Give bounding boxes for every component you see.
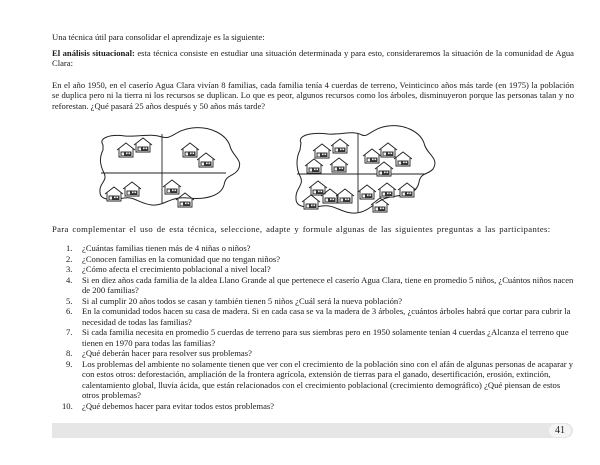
question-item [52,264,574,275]
map-1950 [100,128,240,207]
question-text: Los problemas del ambiente no solamente tienen que ver con el crecimiento de la población sino con el afán de algunas personas de acaparar y con estos otros: deforestación, ampliación de la frontera agrícola, extensión de tierras para el ganado, desertificación, erosión, extinción, calentamiento global, lluvia ácida, que están relacionados con el crecimiento poblacional (crecimiento demográfico) ¿Qué piensan de estos otros problemas? [82,358,574,400]
question-item [52,401,574,412]
question-text: ¿Qué deberán hacer para resolver sus problemas? [82,348,252,358]
situational-analysis-label: El análisis situacional: [52,48,135,58]
question-list [52,243,574,411]
question-item [52,327,574,348]
question-number: 5. [66,295,73,306]
question-item [52,359,574,401]
question-text: ¿Conocen familias en la comunidad que no tengan niños? [82,253,281,264]
question-item [52,254,574,265]
question-text: ¿Qué debemos hacer para evitar todos estos problemas? [82,400,275,411]
footer-bar [52,423,573,438]
question-number: 9. [66,358,73,369]
question-number: 1. [66,243,73,253]
complement-instructions: Para complementar el uso de esta técnica, seleccione, adapte y formule algunas de las siguientes preguntas a las participantes: [52,224,551,234]
situational-analysis-text: esta técnica consiste en estudiar una situación determinada y para esto, consideraremos la situación de la comunidad de Agua Clara: [52,48,575,69]
question-item [52,275,574,296]
village-maps-illustration [0,0,600,230]
question-text: En la comunidad todos hacen su casa de madera. Si en cada casa se va la madera de 3 árboles, ¿cuántos árboles habrá que cortar para cubrir la necesidad de todas las familias? [82,306,571,327]
question-number: 7. [66,327,73,337]
question-item [52,348,574,359]
question-number: 6. [66,306,73,316]
question-number: 10. [62,400,73,411]
question-text: Si en diez años cada familia de la aldea Llano Grande al que pertenece el caserío Agua Clara, tiene en promedio 5 niños, ¿Cuántos niños nacen de 200 familias? [82,274,574,295]
question-text: ¿Cuántas familias tienen más de 4 niñas o niños? [82,243,251,253]
map-1975 [296,126,435,213]
question-item [52,296,574,307]
question-item [52,306,574,327]
question-number: 3. [66,264,73,274]
question-number: 4. [66,274,73,285]
question-number: 8. [66,348,73,358]
question-text: Si al cumplir 20 años todos se casan y también tienen 5 niños ¿Cuál será la nueva población? [82,295,403,306]
page-number: 41 [549,424,571,437]
question-text: Si cada familia necesita en promedio 5 cuerdas de terreno para sus siembras pero en 1950 solamente tenían 4 cuerdas ¿Alcanza el terreno que tienen en 1970 para todas las familias? [82,327,569,348]
question-text: ¿Cómo afecta el crecimiento poblacional a nivel local? [82,264,271,274]
scenario-paragraph: En el año 1950, en el caserío Agua Clara vivían 8 familias, cada familia tenía 4 cuerdas de terreno, Veinticinco años más tarde (en 1975) la población se duplica pero ni la tierra ni los recursos se duplican. Lo que es peor, algunos recursos como los árboles, disminuyeron porque las personas talan y no reforestan. ¿Qué pasará 25 años después y 50 años más tarde? [52,80,574,111]
question-number: 2. [66,253,73,264]
question-item [52,243,574,254]
intro-text: Una técnica útil para consolidar el aprendizaje es la siguiente: [52,32,265,42]
